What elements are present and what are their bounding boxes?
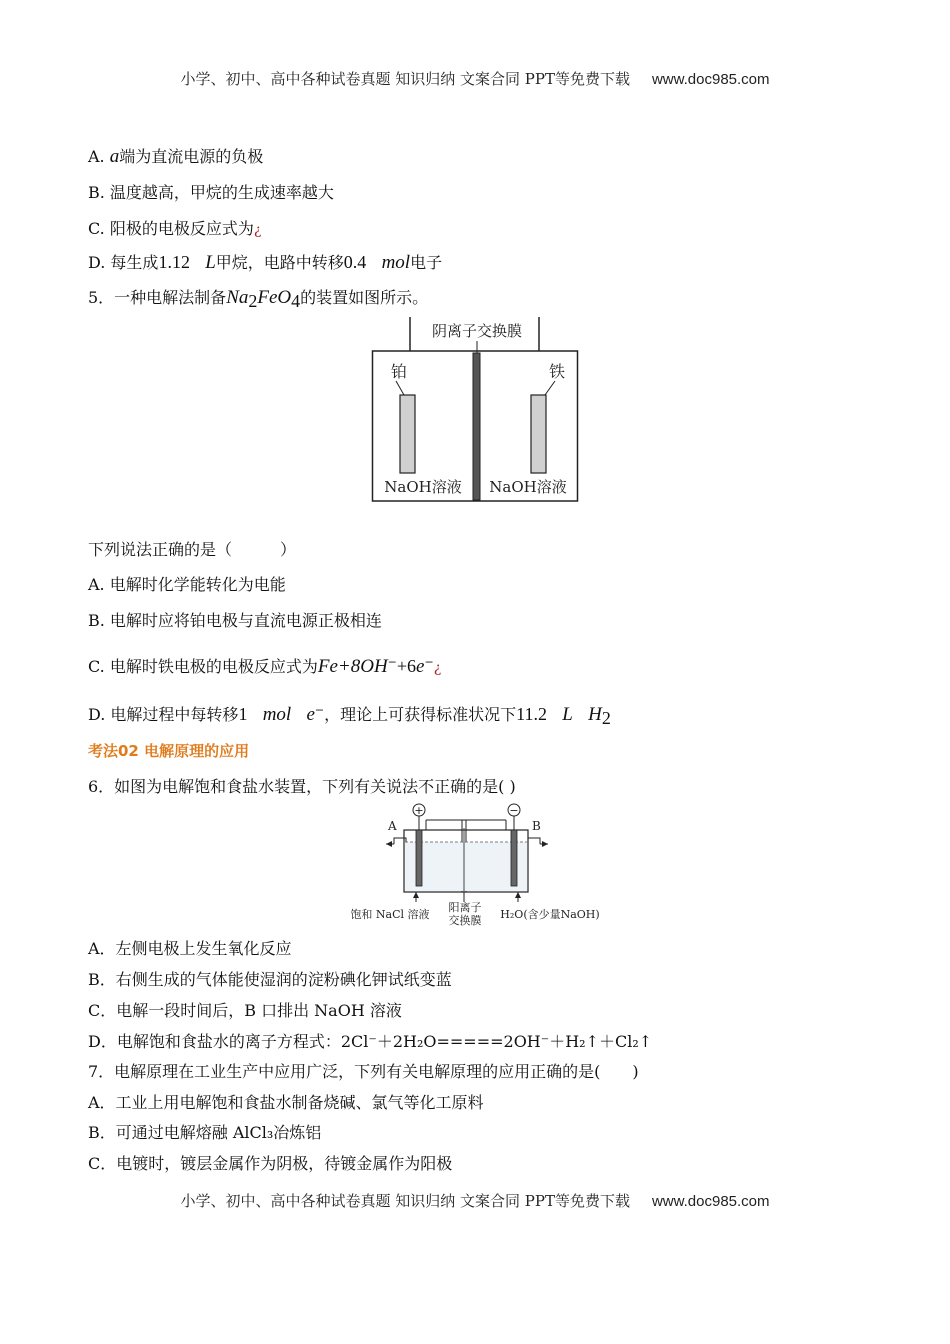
q5-ask: 下列说法正确的是（ ） (88, 540, 297, 559)
page-footer (0, 1190, 950, 1211)
outlet-a-label: A (388, 819, 397, 833)
anion-exchange-membrane (473, 353, 480, 500)
right-inlet-label: H₂O(含少量NaOH) (500, 908, 600, 921)
q5-option-a: A. 电解时化学能转化为电能 (88, 575, 286, 594)
iron-electrode (531, 395, 546, 473)
left-inlet-label: 饱和 NaCl 溶液 (350, 908, 430, 921)
footer-text: 小学、初中、高中各种试卷真题 知识归纳 文案合同 PPT等免费下载 (180, 1192, 630, 1210)
membrane-label-line-1: 阳离子 (448, 901, 482, 914)
q5-electrolysis-figure (371, 317, 579, 503)
membrane-label-line-2: 交换膜 (448, 914, 482, 927)
anode (416, 830, 422, 886)
q4-option-d: D. 每生成1.12 L甲烷，电路中转移0.4 mol电子 (88, 252, 443, 273)
membrane-label: 阴离子交换膜 (431, 322, 523, 340)
q6-option-c: C．电解一段时间后，B 口排出 NaOH 溶液 (88, 1001, 402, 1020)
q7-option-a: A．工业上用电解饱和食盐水制备烧碱、氯气等化工原料 (88, 1093, 484, 1112)
cathode (511, 830, 517, 886)
q4-option-b: B. 温度越高，甲烷的生成速率越大 (88, 183, 334, 202)
positive-terminal: + (414, 804, 424, 817)
q5-stem: 5．一种电解法制备$Na_2FeO_4$的装置如图所示。 (88, 287, 429, 312)
q6-option-a: A．左侧电极上发生氧化反应 (88, 939, 292, 958)
q7-option-b: B．可通过电解熔融 AlCl₃冶炼铝 (88, 1123, 322, 1142)
q6-option-b: B．右侧生成的气体能使湿润的淀粉碘化钾试纸变蓝 (88, 970, 452, 989)
q5-option-b: B. 电解时应将铂电极与直流电源正极相连 (88, 611, 382, 630)
missing-glyph: ¿ (253, 222, 262, 238)
q7-stem: 7．电解原理在工业生产中应用广泛，下列有关电解原理的应用正确的是( ) (88, 1062, 639, 1081)
platinum-electrode (400, 395, 415, 473)
right-electrode-label: 铁 (549, 362, 566, 381)
q6-stem: 6．如图为电解饱和食盐水装置，下列有关说法不正确的是( ) (88, 777, 516, 796)
left-solution-label: NaOH溶液 (384, 478, 462, 496)
page-header (0, 68, 950, 89)
q4-option-c: C. 阳极的电极反应式为¿ (88, 219, 262, 238)
q4-option-a: A. a端为直流电源的负极 (88, 146, 264, 167)
header-url[interactable]: www.doc985.com (651, 71, 770, 88)
section-heading: 考法02 电解原理的应用 (88, 742, 250, 760)
missing-glyph: ¿ (433, 660, 442, 676)
left-electrode-label: 铂 (391, 362, 408, 381)
outlet-b-label: B (532, 819, 541, 833)
right-solution-label: NaOH溶液 (489, 478, 567, 496)
footer-url[interactable]: www.doc985.com (651, 1193, 770, 1210)
q5-option-c: C. 电解时铁电极的电极反应式为Fe+8OH−+6e−¿ (88, 655, 442, 677)
q6-option-d: D．电解饱和食盐水的离子方程式：2Cl⁻＋2H₂O=====2OH⁻＋H₂↑＋Cl₂↑ (88, 1032, 653, 1051)
header-text: 小学、初中、高中各种试卷真题 知识归纳 文案合同 PPT等免费下载 (180, 70, 630, 88)
q7-option-c: C．电镀时，镀层金属作为阴极，待镀金属作为阳极 (88, 1154, 453, 1173)
q5-option-d: D. 电解过程中每转移1 mol e−，理论上可获得标准状况下11.2 L $H_2$ (88, 703, 611, 729)
negative-terminal: − (509, 804, 519, 817)
q6-chlor-alkali-figure (346, 800, 612, 928)
